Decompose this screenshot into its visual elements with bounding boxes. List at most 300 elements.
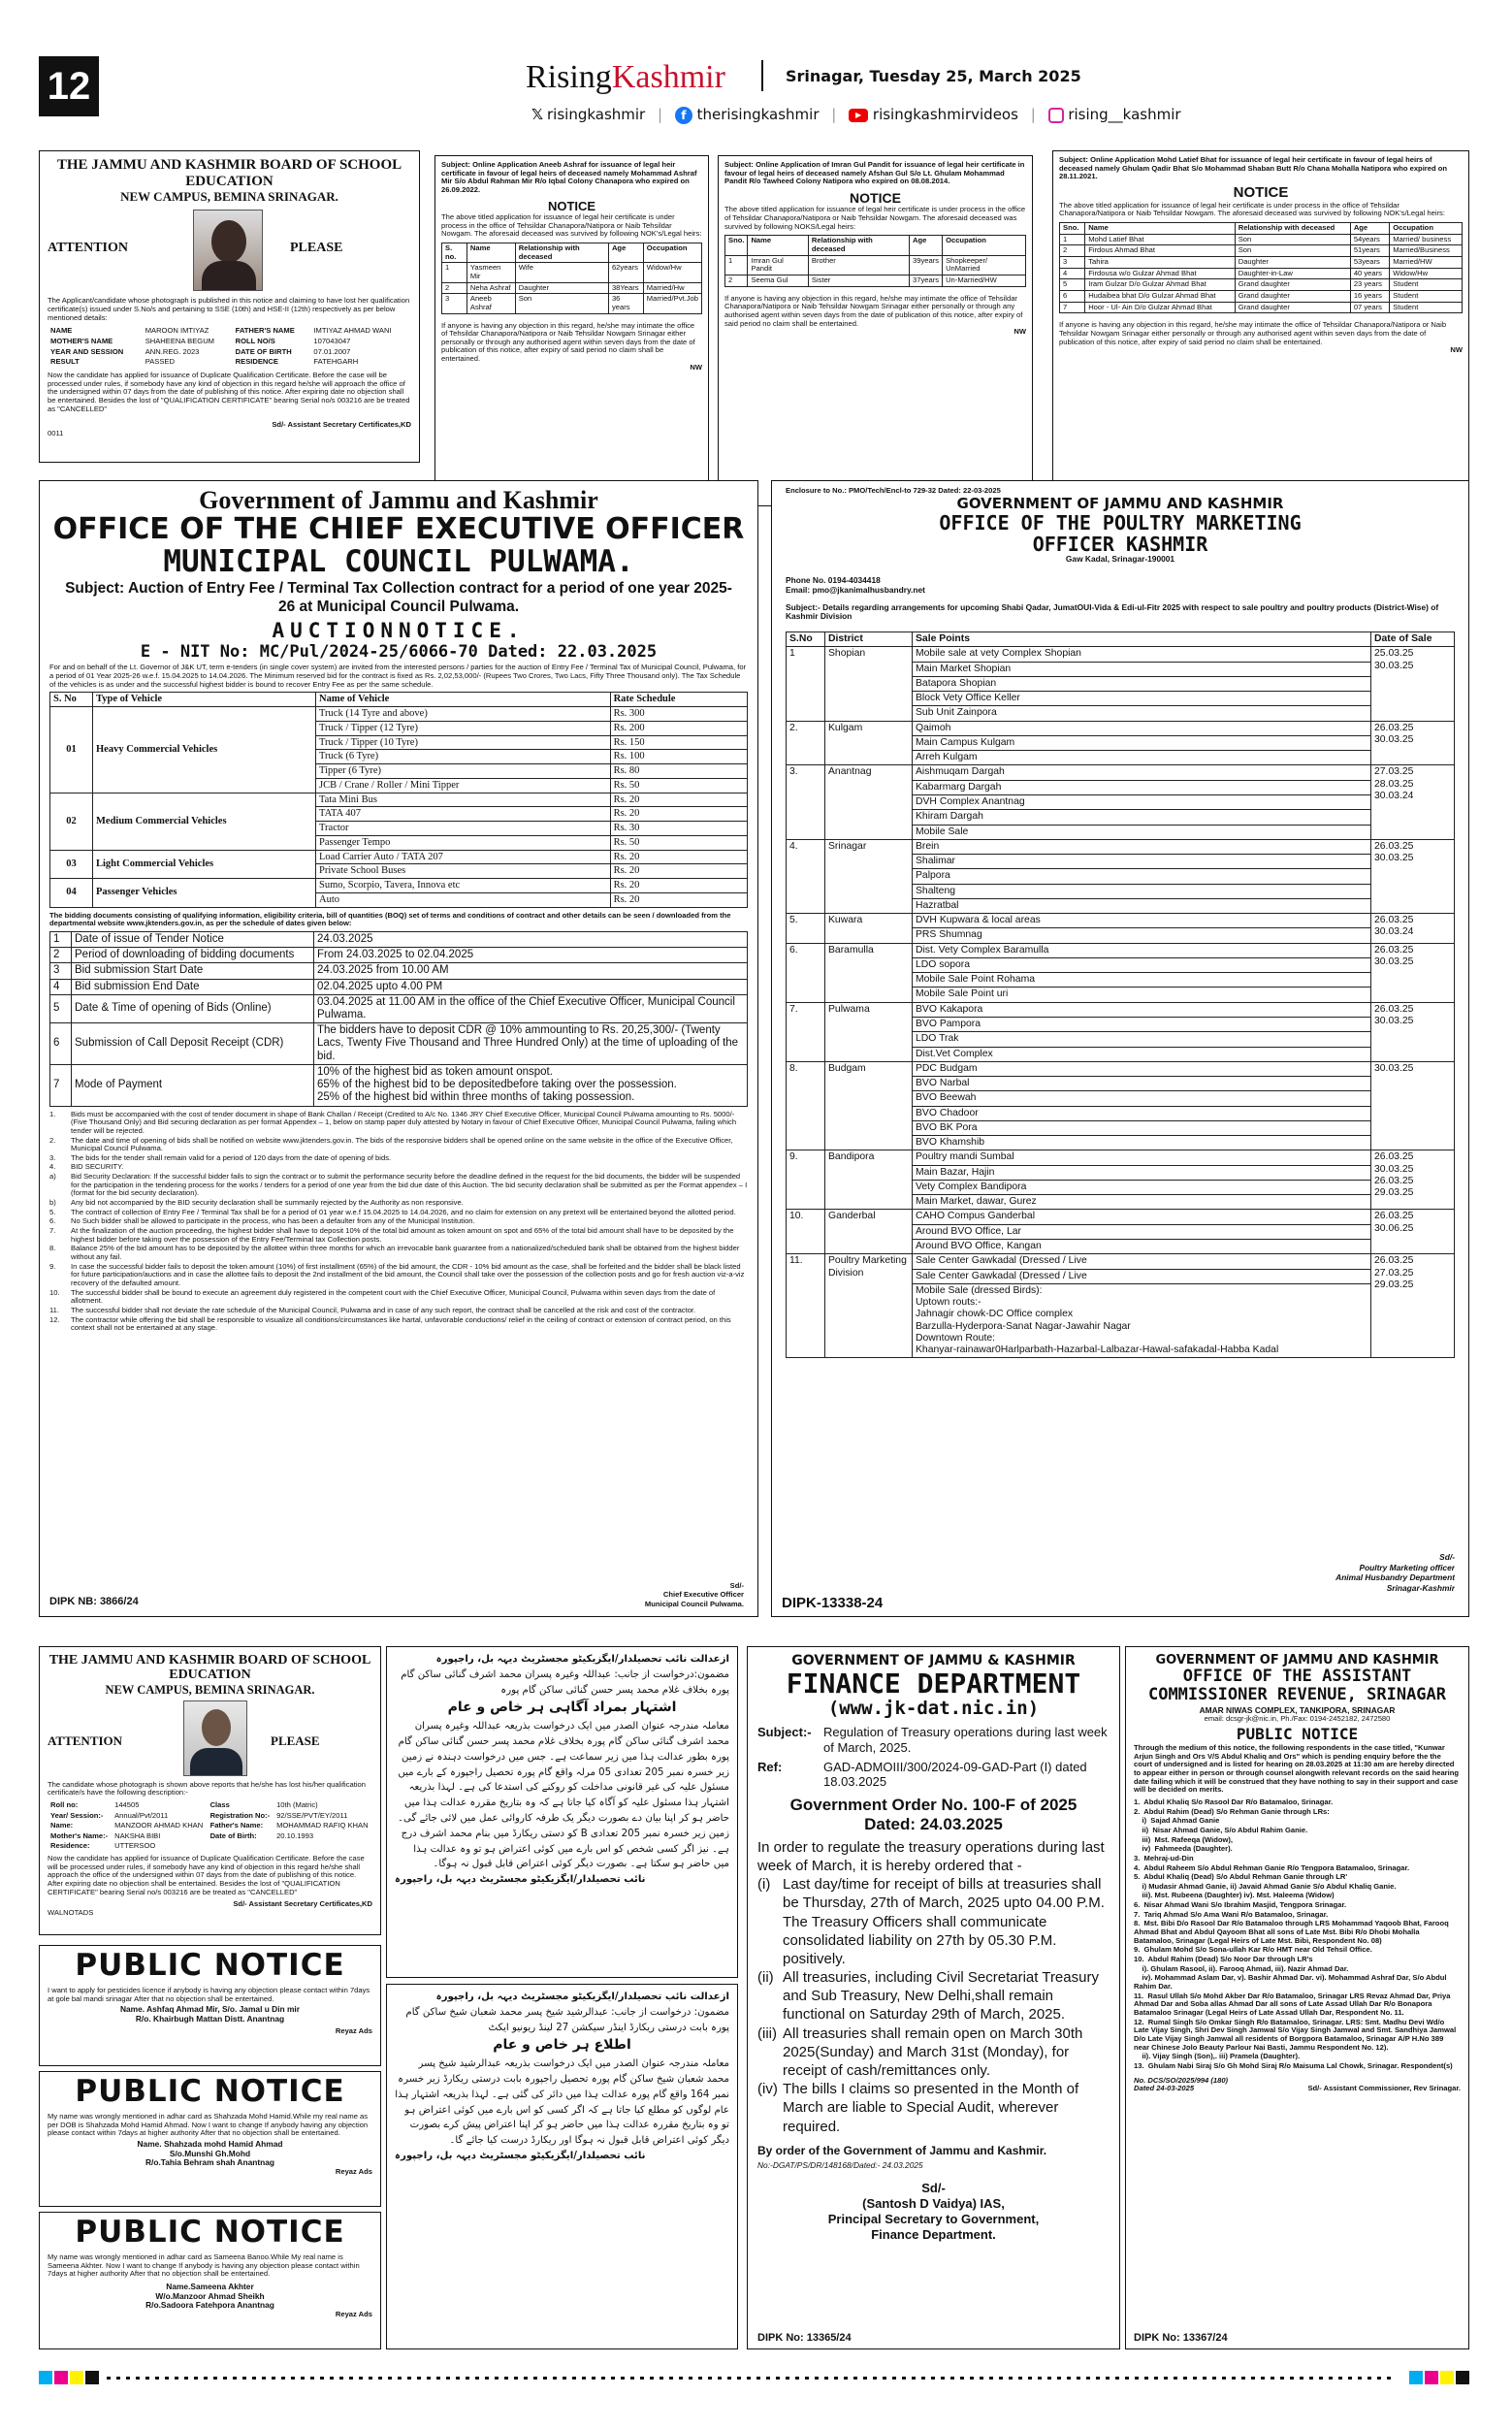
candidate-photo (193, 210, 263, 291)
vehicle-name: Tipper (6 Tyre) (316, 764, 611, 779)
point-text: Last day/time for receipt of bills at treasuries shall be Thursday, 27th of March, 2025 upto 04.00 P.M. The Treasury Officers shall communicate consolidated liability on 27th by 05.30 P.M. positively. (783, 1876, 1105, 1967)
youtube-icon[interactable]: ▶ (849, 109, 868, 122)
bose-notice-1 (39, 150, 420, 463)
table-cell: Tahira (1085, 256, 1236, 268)
term-number: a) (49, 1172, 56, 1182)
vehicle-type: Passenger Vehicles (93, 879, 316, 908)
schedule-item: Submission of Call Deposit Receipt (CDR) (72, 1023, 314, 1065)
term-item (49, 1154, 748, 1163)
table-cell: Mohd Latief Bhat (1085, 234, 1236, 245)
table-cell: 1 (725, 255, 748, 275)
respondent-item: iv) Fahmeeda (Daughter). (1134, 1844, 1233, 1854)
vehicle-type: Medium Commercial Vehicles (93, 793, 316, 850)
legal-heir-notice-2 (718, 155, 1033, 506)
column-header: District (825, 632, 913, 647)
table-cell: Student (1390, 279, 1463, 291)
finance-subject: Regulation of Treasury operations during last week of March, 2025. (823, 1725, 1108, 1755)
table-row (725, 275, 1026, 287)
sale-date: 29.03.25 (1374, 1187, 1414, 1199)
poultry-subject: Subject:- Details regarding arrangements for upcoming Shabi Qadar, JumatOUl-Vida & Edi-ul-Fitr 2025 with respect to sale poultry and poultry products (District-Wise) of Kashmir Division (786, 601, 1439, 622)
point-text: All treasuries, including Civil Secretariat Treasury and Sub Treasury, New Delhi,shall remain functional on Saturday 29th of March, 2025. (783, 1969, 1099, 2024)
bose-detail-table (48, 326, 411, 368)
social-yt-handle[interactable]: risingkashmirvideos (872, 106, 1018, 123)
bose-body: Now the candidate has applied for issuance of Duplicate Qualification Certificate. Before the case will be processed under rules, if somebody have any kind of objection in this regard he/she shall approach the office of the undersigned within 07 days from the date of publishing of this notice. After expiring date no objection shall be entertained. Besides the lost of "QUALIFICATION CERTIFICATE" bearing Serial no/s 003216 are be treated as "CANCELLED" (48, 1854, 365, 1896)
point-number: (iv) (757, 2081, 778, 2098)
please-label: PLEASE (290, 241, 343, 256)
social-x-handle[interactable]: risingkashmir (547, 106, 646, 123)
respondent-item: iii) Mst. Rafeeqa (Widow), (1134, 1834, 1234, 1844)
pn-name1: Name.Sameena Akhter (166, 2281, 254, 2291)
table-cell: Firdousa w/o Gulzar Ahmad Bhat (1085, 268, 1236, 279)
brand-logo (526, 58, 778, 97)
poultry-marketing-notice (771, 480, 1469, 1617)
notice-code: NW (690, 362, 702, 372)
x-icon[interactable]: 𝕏 (531, 106, 544, 123)
term-item (49, 1209, 748, 1217)
notice-title: NOTICE (850, 189, 901, 206)
column-header: Relationship with deceased (808, 236, 909, 255)
table-cell: Aneeb Ashraf (466, 294, 515, 313)
office-phone: Phone No. 0194-4034418 (786, 575, 881, 586)
pulwama-dipk: DIPK NB: 3866/24 (49, 1596, 139, 1608)
sale-point: PDC Budgam (913, 1061, 1371, 1076)
table-cell: Widow/Hw (1390, 268, 1463, 279)
revenue-public-notice (1125, 1646, 1469, 2349)
finance-department-order (747, 1646, 1120, 2349)
column-header: Occupation (643, 243, 701, 262)
detail-value: MAROON IMTIYAZ (145, 326, 209, 336)
table-cell: Brother (808, 255, 909, 275)
instagram-icon[interactable] (1048, 108, 1064, 123)
table-row (787, 1254, 1455, 1269)
table-row (50, 850, 748, 864)
heirs-table (724, 235, 1026, 286)
order-date: Dated: 24.03.2025 (864, 1814, 1003, 1833)
vehicle-name: Passenger Tempo (316, 835, 611, 850)
sale-point: Main Campus Kulgam (913, 735, 1371, 750)
detail-label: Date of Birth: (209, 1830, 257, 1840)
table-cell: 3 (1060, 256, 1085, 268)
district-sno: 1 (787, 647, 825, 721)
bose-sign: Sd/- Assistant Secretary Certificates,KD (272, 420, 411, 430)
table-cell: 3 (442, 294, 467, 313)
schedule-value: 24.03.2025 from 10.00 AM (314, 963, 748, 979)
sale-point: Aishmuqam Dargah (913, 765, 1371, 780)
sale-date: 30.03.25 (1374, 853, 1414, 864)
bose-org: THE JAMMU AND KASHMIR BOARD OF SCHOOL EDUCATION (48, 1653, 371, 1683)
term-text: Any bid not accompanied by the BID security declaration shall be summarily rejected by the Authority as non responsive. (71, 1198, 464, 1208)
vehicle-rate: Rs. 30 (610, 822, 747, 836)
heirs-table (441, 243, 702, 314)
district-sno: 9. (787, 1150, 825, 1210)
detail-label: Registration No:- (209, 1810, 271, 1820)
district-sno: 5. (787, 914, 825, 944)
sale-date: 26.03.25 (1374, 1255, 1414, 1267)
detail-value: 144505 (114, 1799, 140, 1809)
district-name: Kuwara (825, 914, 913, 944)
notice-title: NOTICE (1233, 183, 1289, 201)
district-sno: 3. (787, 765, 825, 839)
detail-label: Class (209, 1799, 230, 1809)
table-row (1060, 302, 1463, 313)
table-row (787, 765, 1455, 780)
bose-code: WALNOTADS (48, 1908, 94, 1918)
order-point (757, 1968, 1110, 2024)
sale-date: 26.03.25 (1374, 1003, 1414, 1015)
poultry-sign: Sd/- Poultry Marketing officer Animal Husbandry Department Srinagar-Kashmir (1335, 1552, 1455, 1593)
schedule-sno: 2 (50, 948, 72, 963)
term-item (49, 1163, 748, 1172)
sale-point: Khiram Dargah (913, 810, 1371, 825)
term-number: 6. (49, 1216, 56, 1226)
sale-date: 30.03.25 (1374, 660, 1414, 671)
table-row (50, 879, 748, 893)
respondent-item: iv). Mohammad Aslam Dar, v). Bashir Ahmad Dar. vi). Mohammad Ashraf Dar, S/o Abdul Rahim Dar. (1134, 1973, 1449, 1992)
table-cell: Daughter (515, 282, 608, 294)
point-number: (i) (757, 1876, 771, 1894)
district-sno: 11. (787, 1254, 825, 1358)
point-number: (iii) (757, 2024, 777, 2042)
schedule-sno: 1 (50, 931, 72, 947)
vehicle-name: Truck (6 Tyre) (316, 750, 611, 764)
term-text: Bid Security Declaration: If the successful bidder fails to sign the contract or to submit the performance security before the deadline defined in the request for the bid documents, the bidder will be suspended for the participation in the tendering process for the works / tenders for a period of one year from the bid due date of this Auction. The bid security declaration shall be submitted as per the Format appendex – I (format for the bid security declaration). (71, 1172, 748, 1198)
sale-point: Dist.Vet Complex (913, 1047, 1371, 1061)
detail-label: Mother's Name:- (50, 1830, 109, 1840)
pn-name3: R/o.Sadoora Fatehpora Anantnag (145, 2300, 274, 2311)
detail-row (48, 357, 411, 368)
term-item (49, 1227, 748, 1244)
table-cell: Hudaibea bhat D/o Gulzar Ahmad Bhat (1085, 290, 1236, 302)
term-text: The bids for the tender shall remain valid for a period of 120 days from the date of opening of bids. (71, 1152, 392, 1162)
schedule-sno: 3 (50, 963, 72, 979)
table-cell: Daughter (1235, 256, 1350, 268)
table-cell: Son (1235, 245, 1350, 257)
table-row (50, 1064, 748, 1106)
pn-name2: S/o.Munshi Gh.Mohd (169, 2148, 251, 2158)
sale-point: Sale Center Gawkadal (Dressed / Live (913, 1254, 1371, 1269)
table-cell: Un-Married/HW (943, 275, 1026, 287)
vehicle-rate: Rs. 200 (610, 721, 747, 735)
schedule-sno: 4 (50, 979, 72, 994)
sale-points-table (786, 632, 1455, 1358)
sale-point: LDO Trak (913, 1032, 1371, 1047)
detail-label: FATHER'S NAME (235, 326, 295, 336)
urdu-subject: مضمون:درخواست از جانب: عبداللہ وغیرہ پسران محمد اشرف گنائی ساکن گام پورہ بخلاف غلام محمد پسر حسن گنائی ساکن گام پورہ (401, 1668, 729, 1696)
pn-title: PUBLIC NOTICE (75, 2215, 345, 2250)
sale-point: CAHO Compus Ganderbal (913, 1210, 1371, 1224)
respondent-item: 8. Mst. Bibi D/o Rasool Dar R/o Batamaloo through LRS Mohammad Yaqoob Bhat, Farooq Ahmad Bhat and Abdul Qayoom Bhat all sons of Late Mst. Bibi R/o Dhobi Mohalla Batamaloo, Srinagar (Legal Heirs of Late Mst. Bibi, Respondent No. 08) (1134, 1919, 1451, 1945)
detail-value: 92/SSE/PVT/EY/2011 (276, 1810, 348, 1820)
district-name: Kulgam (825, 721, 913, 765)
respondent-item: 11. Rasul Ullah S/o Mohd Akber Dar R/o Batamaloo, Srinagar LRS Revaz Ahmad Dar, Priya Ahmad Dar and Soba allas Ahmad Dar all sons of Late Assad Ullah Dar R/o Bonapora Batamaloo Srinagar (Legal Heirs of Late Assad Ullah Dar, Respondent No. 11. (1134, 1991, 1453, 2018)
urdu-subject: مضمون: درخواست از جانب: عبدالرشید شیخ پسر محمد شعبان شیخ ساکن گام پورہ بابت درستی ریکارڈ اینڈر سیکشن 27 لینڈ ریونیو ایکٹ (405, 2006, 729, 2033)
table-row (50, 931, 748, 947)
district-name: Baramulla (825, 943, 913, 1002)
detail-label: Name: (50, 1821, 74, 1830)
vehicle-rate: Rs. 100 (610, 750, 747, 764)
table-row (787, 1061, 1455, 1076)
vehicle-name: Truck / Tipper (12 Tyre) (316, 721, 611, 735)
masthead-divider (761, 60, 763, 91)
detail-row (48, 326, 411, 337)
detail-value: 10th (Matric) (276, 1799, 318, 1809)
detail-label: Father's Name: (209, 1821, 264, 1830)
vehicle-rate: Rs. 20 (610, 793, 747, 807)
table-cell: 1 (1060, 234, 1085, 245)
sale-dates (1371, 839, 1455, 913)
respondent-item: 1. Abdul Khaliq S/o Rasool Dar R/o Batamaloo, Srinagar. (1134, 1797, 1334, 1806)
sale-point: Sub Unit Zainpora (913, 706, 1371, 721)
vehicle-name: Load Carrier Auto / TATA 207 (316, 850, 611, 864)
term-item (49, 1307, 748, 1315)
sale-point: PRS Shumnag (913, 928, 1371, 943)
table-row (442, 263, 702, 282)
term-text: In case the successful bidder fails to deposit the token amount (10%) of first installment (65%) of the bid amount, the CDR - 10% bid amount as the case, shall be forfeited and the bidder shall be black listed for future participation/auctions and in case the allottee fails to deposit the 2nd installment of the bid amount, the Council shall take over the possession of the collection posts and go for fresh auction viz-a-viz recovery of the defaulted amount. (71, 1261, 745, 1288)
table-row (442, 294, 702, 313)
sale-point: BVO Khamshib (913, 1136, 1371, 1150)
sale-date: 30.03.25 (1374, 1062, 1414, 1074)
term-number: 7. (49, 1226, 56, 1236)
sale-point: Shalteng (913, 884, 1371, 898)
sale-dates (1371, 914, 1455, 944)
sale-point: Mobile sale at vety Complex Shopian (913, 647, 1371, 662)
detail-value (273, 1841, 372, 1852)
vehicle-rate: Rs. 20 (610, 807, 747, 822)
term-item (49, 1173, 748, 1198)
table-cell: Student (1390, 290, 1463, 302)
print-registration-strip (39, 2367, 1469, 2388)
pn-title: PUBLIC NOTICE (75, 1948, 345, 1983)
term-text: Bids must be accompanied with the cost of tender document in shape of Bank Challan / Receipt (Credited to A/c No. 1346 JRY Chief Executive Officer, Municipal Council Pulwama amounting to Rs. 5000/- (Five Thousand Only) and Bid securing declaration as per format Appendex – 1, below on stamp paper duly attested by Notary in favour of Chief Executive Officer, Municipal Council Pulwama, failing which tender will be rejected. (71, 1109, 737, 1135)
schedule-item: Bid submission Start Date (72, 963, 314, 979)
term-text: BID SECURITY. (71, 1162, 124, 1172)
table-cell: Grand daughter (1235, 302, 1350, 313)
sale-date: 30.03.24 (1374, 791, 1414, 802)
table-cell: Student (1390, 302, 1463, 313)
schedule-item: Period of downloading of bidding documents (72, 948, 314, 963)
term-number: 5. (49, 1207, 56, 1216)
vehicle-name: Private School Buses (316, 864, 611, 879)
notice-footer: If anyone is having any objection in this regard, he/she may intimate the office of Tehsildar Chanapora/Natipora or Naib Tehsildar Nowgam Srinagar either personally or through any authorised agent within seven days from the date of publication of this notice, after expiry of said period no claim shall be entertained. (724, 293, 1023, 328)
term-number: 8. (49, 1244, 56, 1253)
sale-point: Poultry mandi Sumbal (913, 1150, 1371, 1165)
order-number: Government Order No. 100-F of 2025 (789, 1795, 1078, 1814)
tender-schedule-table (49, 931, 748, 1107)
bose-intro: The candidate whose photograph is shown above reports that he/she has lost his/her qualification certificate/s have the following description:- (48, 1779, 367, 1797)
point-text: The bills I claims so presented in the Month of March are liable to Special Audit, wherever required. (783, 2081, 1079, 2135)
table-cell: Son (1235, 234, 1350, 245)
revenue-dipk: DIPK No: 13367/24 (1134, 2332, 1228, 2345)
enclosure-line: Enclosure to No.: PMO/Tech/Encl-to 729-32 Dated: 22-03-2025 (786, 486, 1001, 495)
respondent-item: iii). Mst. Rubeena (Daughter) iv). Mst. Haleema (Widow) (1134, 1891, 1335, 1900)
column-header: Type of Vehicle (93, 693, 316, 707)
public-notice-2 (39, 2071, 381, 2207)
vehicle-rate: Rs. 20 (610, 892, 747, 907)
facebook-icon[interactable]: f (675, 107, 692, 124)
term-text: The successful bidder shall be bound to execute an agreement duly registered in the competent court with the Chief Executive Officer, Municipal Council, Pulwama within seven days from the date of allotment. (71, 1287, 716, 1306)
column-header: Relationship with deceased (1235, 222, 1350, 234)
term-text: No Such bidder shall be allowed to participate in the process, who has been a defaulter from any of the Municipal Institution. (71, 1216, 475, 1226)
sale-point: Vety Complex Bandipora (913, 1180, 1371, 1194)
table-row (787, 839, 1455, 854)
office-title-1: OFFICE OF THE POULTRY MARKETING (939, 511, 1302, 535)
detail-value: SHAHEENA BEGUM (145, 336, 215, 345)
order-intro: In order to regulate the treasury operations during last week of March, it is hereby ordered that - (757, 1838, 1105, 1874)
council-title: MUNICIPAL COUNCIL PULWAMA. (163, 544, 634, 580)
by-order: By order of the Government of Jammu and Kashmir. (757, 2143, 1047, 2157)
sale-point: BVO Chadoor (913, 1106, 1371, 1120)
term-number: 2. (49, 1135, 56, 1145)
table-row (787, 1002, 1455, 1017)
office-email: email: dcsgr-jk@nic.in, Ph./Fax: 0194-2452182, 2472580 (1204, 1714, 1391, 1724)
detail-value: FATEHGARH (313, 357, 359, 367)
sale-date: 26.03.25 (1374, 1151, 1414, 1163)
sale-dates (1371, 647, 1455, 721)
term-number: b) (49, 1198, 56, 1208)
table-cell: Grand daughter (1235, 279, 1350, 291)
office-title: OFFICE OF THE CHIEF EXECUTIVE OFFICER (52, 512, 745, 547)
term-number: 3. (49, 1152, 56, 1162)
vehicle-sno: 02 (50, 793, 93, 850)
table-row (50, 994, 748, 1022)
column-header: Sno. (725, 236, 748, 255)
notice-subject: Subject: Online Application Mohd Latief Bhat for issuance of legal heir certificate in favour of legal heirs of deceased namely Ghulam Qadir Bhat S/o Mohammad Shaban Butt R/o Chana Mohalla Natipora who expired on 28.11.2021. (1059, 155, 1448, 181)
detail-label: Roll no: (50, 1799, 79, 1809)
schedule-item: Date of issue of Tender Notice (72, 931, 314, 947)
pulwama-auction-notice (39, 480, 758, 1617)
sale-point: Palpora (913, 869, 1371, 884)
table-row (725, 255, 1026, 275)
table-cell: 5 (1060, 279, 1085, 291)
bose-org: THE JAMMU AND KASHMIR BOARD OF SCHOOL EDUCATION (56, 157, 402, 189)
revenue-intro: Through the medium of this notice, the following respondents in the case titled, "Kunwar Arjun Singh and Ors V/S Abdul Khaliq and Ors" which is pending enquiry before the the court of undersigned and is listed for hearing on 28.03.2025 at 11:30 am are hereby directed to appear either in person or through counsel alongwith relevant records on the said hearing date failing which it will be construed that they have nothing to say in their support and case will be decided on merits. (1134, 1742, 1460, 1795)
detail-value: Annual/Pvt/2011 (114, 1810, 169, 1820)
detail-value: NAKSHA BIBI (114, 1830, 161, 1840)
table-cell: 6 (1060, 290, 1085, 302)
sale-point: Main Market Shopian (913, 662, 1371, 676)
pn-body: My name was wrongly mentioned in adhar card as Shahzada Mohd Hamid.While my real name as per DOB is Shahzada Mohd Hamid Ahmad. Now I want to change If anybody having any objection please contact within 7days at higher authority After that no objection shall be entertained. (48, 2112, 369, 2138)
detail-label: YEAR AND SESSION (50, 346, 124, 356)
sale-date: 26.03.25 (1374, 1211, 1414, 1222)
sale-date: 30.06.25 (1374, 1222, 1414, 1234)
column-header: Occupation (943, 236, 1026, 255)
table-cell: 37years (910, 275, 943, 287)
sale-dates (1371, 943, 1455, 1002)
schedule-value: 10% of the highest bid as token amount onspot. 65% of the highest bid to be depositedbefore taking over the possession. 25% of the highest bid within three months of taking possession. (314, 1064, 748, 1106)
term-number: 10. (49, 1287, 60, 1297)
term-number: 12. (49, 1314, 60, 1324)
column-header: Name (466, 243, 515, 262)
sale-point: Around BVO Office, Lar (913, 1224, 1371, 1239)
vehicle-rate: Rs. 150 (610, 735, 747, 750)
respondent-item: i) Sajad Ahmad Ganie (1134, 1816, 1220, 1826)
table-cell: 53years (1350, 256, 1389, 268)
sale-point: BVO Pampora (913, 1018, 1371, 1032)
table-cell: 38Years (608, 282, 643, 294)
office-email: Email: pmo@jkanimalhusbandry.net (786, 584, 925, 595)
sale-dates (1371, 1254, 1455, 1358)
schedule-item: Date & Time of opening of Bids (Online) (72, 994, 314, 1022)
column-header: Name (748, 236, 808, 255)
vehicle-type: Light Commercial Vehicles (93, 850, 316, 879)
table-row (50, 707, 748, 722)
table-row (1060, 245, 1463, 257)
gov-title: Government of Jammu and Kashmir (199, 486, 598, 514)
vehicle-sno: 04 (50, 879, 93, 908)
page-number-badge: 12 (39, 56, 99, 116)
order-point (757, 2024, 1110, 2081)
district-name: Shopian (825, 647, 913, 721)
vehicle-name: Sumo, Scorpio, Tavera, Innova etc (316, 879, 611, 893)
gov-title: GOVERNMENT OF JAMMU AND KASHMIR (1155, 1653, 1439, 1668)
social-ig-handle[interactable]: rising__kashmir (1068, 106, 1181, 123)
sale-point: Mobile Sale Point Rohama (913, 973, 1371, 988)
sale-point: BVO Kakapora (913, 1002, 1371, 1017)
vehicle-rate: Rs. 50 (610, 778, 747, 793)
vehicle-name: JCB / Crane / Roller / Mini Tipper (316, 778, 611, 793)
notice-title: NOTICE (547, 198, 596, 213)
bose-body: Now the candidate has applied for issuance of Duplicate Qualification Certificate. Before the case will be processed under rules, if somebody have any kind of objection in this regard he/she will approach the office of the undersigned within 07 days from the date of publishing of this notice. After expiring date no objection shall be entertained. Besides the lost of "QUALIFICATION CERTIFICATE" bearing Serial no/s 003216 are be treated as "CANCELLED" (48, 370, 410, 413)
table-cell: Married/Hw (643, 282, 701, 294)
respondents-list (1134, 1798, 1461, 2071)
notice-code: NW (1450, 345, 1463, 355)
term-text: The contract of collection of Entry Fee / Terminal Tax shall be for a period of 01 year w.e.f 15.04.2025 to 14.04.2026, and no claim for extension on any pretext will be entertained beyond the allotted period. (71, 1207, 736, 1216)
pn-name2: R/o. Khairbugh Mattan Distt. Anantnag (135, 2014, 285, 2024)
table-cell: 4 (1060, 268, 1085, 279)
table-cell: Son (515, 294, 608, 313)
respondent-item: ii). Vijay Singh (Son),. iii) Pramela (Daughter). (1134, 2052, 1301, 2061)
vehicle-rate: Rs. 20 (610, 879, 747, 893)
pn-name3: R/o.Tahia Behram shah Anantnag (145, 2157, 275, 2168)
term-text: At the finalization of the auction proceeding, the highest bidder shall have to deposit 10% of the total bid amount as token amount on spot and 65% of the total bid amount shall have to be deposited by the highest bidder before taking over the possession of the Entry Fee/Terminal tax Collection posts. (71, 1226, 734, 1244)
sale-date: 28.03.25 (1374, 778, 1414, 790)
respondent-item: 10. Abdul Rahim (Dead) S/o Noor Dar through LR's (1134, 1955, 1313, 1964)
sale-point: Mobile Sale Point uri (913, 988, 1371, 1002)
table-cell: 51years (1350, 245, 1389, 257)
term-item (49, 1217, 748, 1226)
schedule-value: 24.03.2025 (314, 931, 748, 947)
district-name: Poultry Marketing Division (825, 1254, 913, 1358)
office-address: Gaw Kadal, Srinagar-190001 (1065, 554, 1175, 565)
respondent-item: 4. Abdul Raheem S/o Abdul Rehman Ganie R/o Tengpora Batamaloo, Srinagar. (1134, 1862, 1410, 1872)
office-address: AMAR NIWAS COMPLEX, TANKIPORA, SRINAGAR (1199, 1704, 1396, 1715)
sale-point: Sale Center Gawkadal (Dressed / Live (913, 1269, 1371, 1283)
respondent-item: 7. Tariq Ahmad S/o Ama Wani R/o Batamaloo, Srinagar. (1134, 1909, 1329, 1919)
table-row (50, 979, 748, 994)
nit-number: E - NIT No: MC/Pul/2024-25/6066-70 Dated: 22.03.2025 (140, 642, 658, 663)
term-item (49, 1316, 748, 1333)
auction-intro: For and on behalf of the Lt. Governor of J&K UT, term e-tenders (in single cover system) are invited from the interested persons / parties for the auction of Entry Fee / Terminal Tax of Municipal Council, Pulwama, for a period of 01 Year 2025-26 w.e.f. 15.04.2025 to 14.04.2026. The Minimum reserved bid for the contract is fixed as Rs. 2,02,53,000/- (Rupees Two Crores, Two Lacs, Fifty Three Thousand only). The Tax Schedule of the vehicles is as under and the successful highest bidder is bound to recover Entry Fee as per the same schedule. (49, 663, 747, 689)
district-name: Anantnag (825, 765, 913, 839)
vehicle-name: Tata Mini Bus (316, 793, 611, 807)
detail-label: NAME (50, 326, 73, 336)
social-fb-handle[interactable]: therisingkashmir (696, 106, 820, 123)
notice-footer: If anyone is having any objection in this regard, he/she may intimate the office of Tehsildar Chanapora/Natipora or Naib Tehsildar Nowgam Srinagar either personally or through any authorised agent within seven days from the date of publication of this notice, after expiry of said period no claim shall be entertained. (441, 320, 695, 364)
sale-date: 30.03.25 (1374, 1016, 1414, 1026)
sale-point: Mobile Sale (913, 825, 1371, 839)
urdu-court: ازعدالت نائب تحصیلدار/ایگزیکیٹو مجسٹریٹ دیہہ بل، راجپورہ (435, 1654, 729, 1665)
sale-point: Arreh Kulgam (913, 751, 1371, 765)
table-row (787, 721, 1455, 735)
sale-point: Dist. Vety Complex Baramulla (913, 943, 1371, 957)
notice-body: The above titled application for issuance of legal heir certificate is under process in the office of Tehsildar Chanapora/Natipora or Naib Tehsildar Nowgam. The aforesaid deceased was survived by following NOK's/Legal heirs: (1059, 200, 1445, 218)
term-number: 11. (49, 1305, 59, 1314)
revenue-no: No. DCS/SO/2025/994 (180) (1134, 2075, 1229, 2085)
sale-point: Around BVO Office, Kangan (913, 1239, 1371, 1253)
vehicle-rate: Rs. 80 (610, 764, 747, 779)
terms-list (49, 1111, 748, 1333)
table-cell: Shopkeeper/ UnMarried (943, 255, 1026, 275)
